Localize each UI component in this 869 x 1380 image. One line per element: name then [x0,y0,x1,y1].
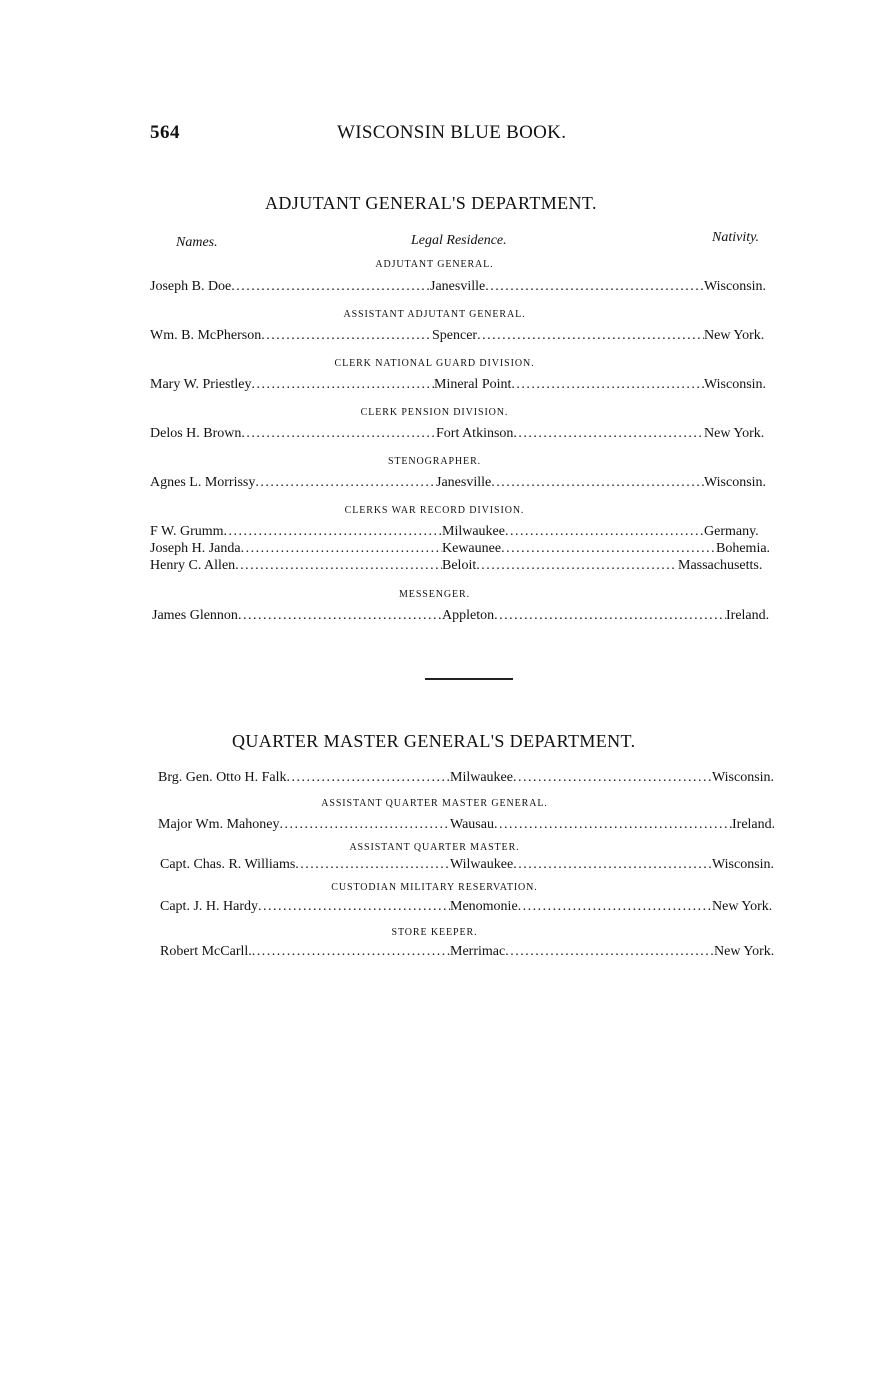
dot-leader [238,608,442,624]
section-label-assistant-qm: ASSISTANT QUARTER MASTER. [349,842,520,853]
person-name: James Glennon [152,608,238,623]
person-name: Robert McCarll. [160,944,252,959]
dot-leader [261,328,432,344]
dot-leader [511,377,704,393]
dot-leader [518,899,712,915]
section-label-custodian-military: CUSTODIAN MILITARY RESERVATION. [331,882,538,893]
person-name: Henry C. Allen [150,558,236,573]
quartermaster-department-title: QUARTER MASTER GENERAL'S DEPARTMENT. [232,731,636,751]
section-label-assistant-adjutant-general: ASSISTANT ADJUTANT GENERAL. [343,309,526,320]
person-name: F W. Grumm [150,524,224,539]
nativity: Wisconsin. [712,857,775,872]
legal-residence: Janesville [430,279,486,294]
section-label-assistant-qm-general: ASSISTANT QUARTER MASTER GENERAL. [321,798,548,809]
dot-leader [513,857,712,873]
dot-leader [279,817,450,833]
page-number: 564 [150,122,180,143]
dot-leader [231,279,430,295]
nativity: Bohemia. [716,541,771,556]
nativity: New York. [714,944,775,959]
column-header-nativity: Nativity. [712,230,760,245]
legal-residence: Wilwaukee [450,857,514,872]
section-label-messenger: MESSENGER. [399,589,470,600]
table-row [150,524,782,542]
table-row [158,770,788,788]
dot-leader [252,377,435,393]
nativity: Wisconsin. [704,377,767,392]
legal-residence: Fort Atkinson [436,426,514,441]
table-row [150,279,782,297]
legal-residence: Janesville [436,475,492,490]
dot-leader [224,524,442,540]
dot-leader [255,475,436,491]
dot-leader [501,541,714,557]
nativity: Wisconsin. [712,770,775,785]
section-label-clerk-national-guard: CLERK NATIONAL GUARD DIVISION. [334,358,535,369]
section-label-adjutant-general: ADJUTANT GENERAL. [375,259,494,270]
legal-residence: Kewaunee [442,541,502,556]
person-name: Delos H. Brown [150,426,242,441]
dot-leader [485,279,704,295]
table-row [150,558,782,576]
legal-residence: Milwaukee [450,770,513,785]
nativity: New York. [712,899,773,914]
table-row [150,377,782,395]
dot-leader [477,328,704,344]
dot-leader [241,541,442,557]
dot-leader [286,770,450,786]
section-label-clerk-pension: CLERK PENSION DIVISION. [360,407,509,418]
adjutant-department-title: ADJUTANT GENERAL'S DEPARTMENT. [265,193,597,213]
person-name: Joseph B. Doe [150,279,232,294]
person-name: Joseph H. Janda [150,541,241,556]
table-row [150,426,782,444]
section-label-store-keeper: STORE KEEPER. [391,927,478,938]
table-row [160,944,790,962]
legal-residence: Wausau [450,817,494,832]
nativity: Ireland. [732,817,776,832]
dot-leader [241,426,436,442]
section-label-stenographer: STENOGRAPHER. [387,456,482,467]
dot-leader [513,770,712,786]
dot-leader [494,608,726,624]
person-name: Major Wm. Mahoney [158,817,280,832]
column-header-residence: Legal Residence. [411,233,507,248]
table-row [158,817,790,835]
legal-residence: Mineral Point [434,377,512,392]
legal-residence: Merrimac [450,944,506,959]
person-name: Capt. J. H. Hardy [160,899,258,914]
dot-leader [513,426,704,442]
dot-leader [476,558,676,574]
nativity: Ireland. [726,608,770,623]
table-row [150,541,782,559]
dot-leader [258,899,450,915]
dot-leader [252,944,450,960]
nativity: Wisconsin. [704,475,767,490]
section-divider [425,678,513,680]
dot-leader [491,475,704,491]
dot-leader [235,558,442,574]
nativity: Germany. [704,524,759,539]
running-title: WISCONSIN BLUE BOOK. [337,122,567,143]
dot-leader [505,944,714,960]
table-row [150,475,782,493]
section-label-clerks-war-record: CLERKS WAR RECORD DIVISION. [344,505,525,516]
table-row [152,608,782,626]
dot-leader [494,817,732,833]
person-name: Mary W. Priestley [150,377,252,392]
person-name: Brg. Gen. Otto H. Falk [158,770,287,785]
legal-residence: Menomonie [450,899,518,914]
legal-residence: Appleton [442,608,495,623]
nativity: Massachusetts. [678,558,763,573]
person-name: Agnes L. Morrissy [150,475,256,490]
person-name: Capt. Chas. R. Williams [160,857,296,872]
legal-residence: Spencer [432,328,478,343]
nativity: Wisconsin. [704,279,767,294]
nativity: New York. [704,426,765,441]
nativity: New York. [704,328,765,343]
table-row [150,328,782,346]
column-header-names: Names. [176,235,218,250]
person-name: Wm. B. McPherson [150,328,262,343]
table-row [160,899,790,917]
table-row [160,857,790,875]
legal-residence: Milwaukee [442,524,505,539]
dot-leader [505,524,704,540]
dot-leader [295,857,450,873]
legal-residence: Beloit [442,558,477,573]
